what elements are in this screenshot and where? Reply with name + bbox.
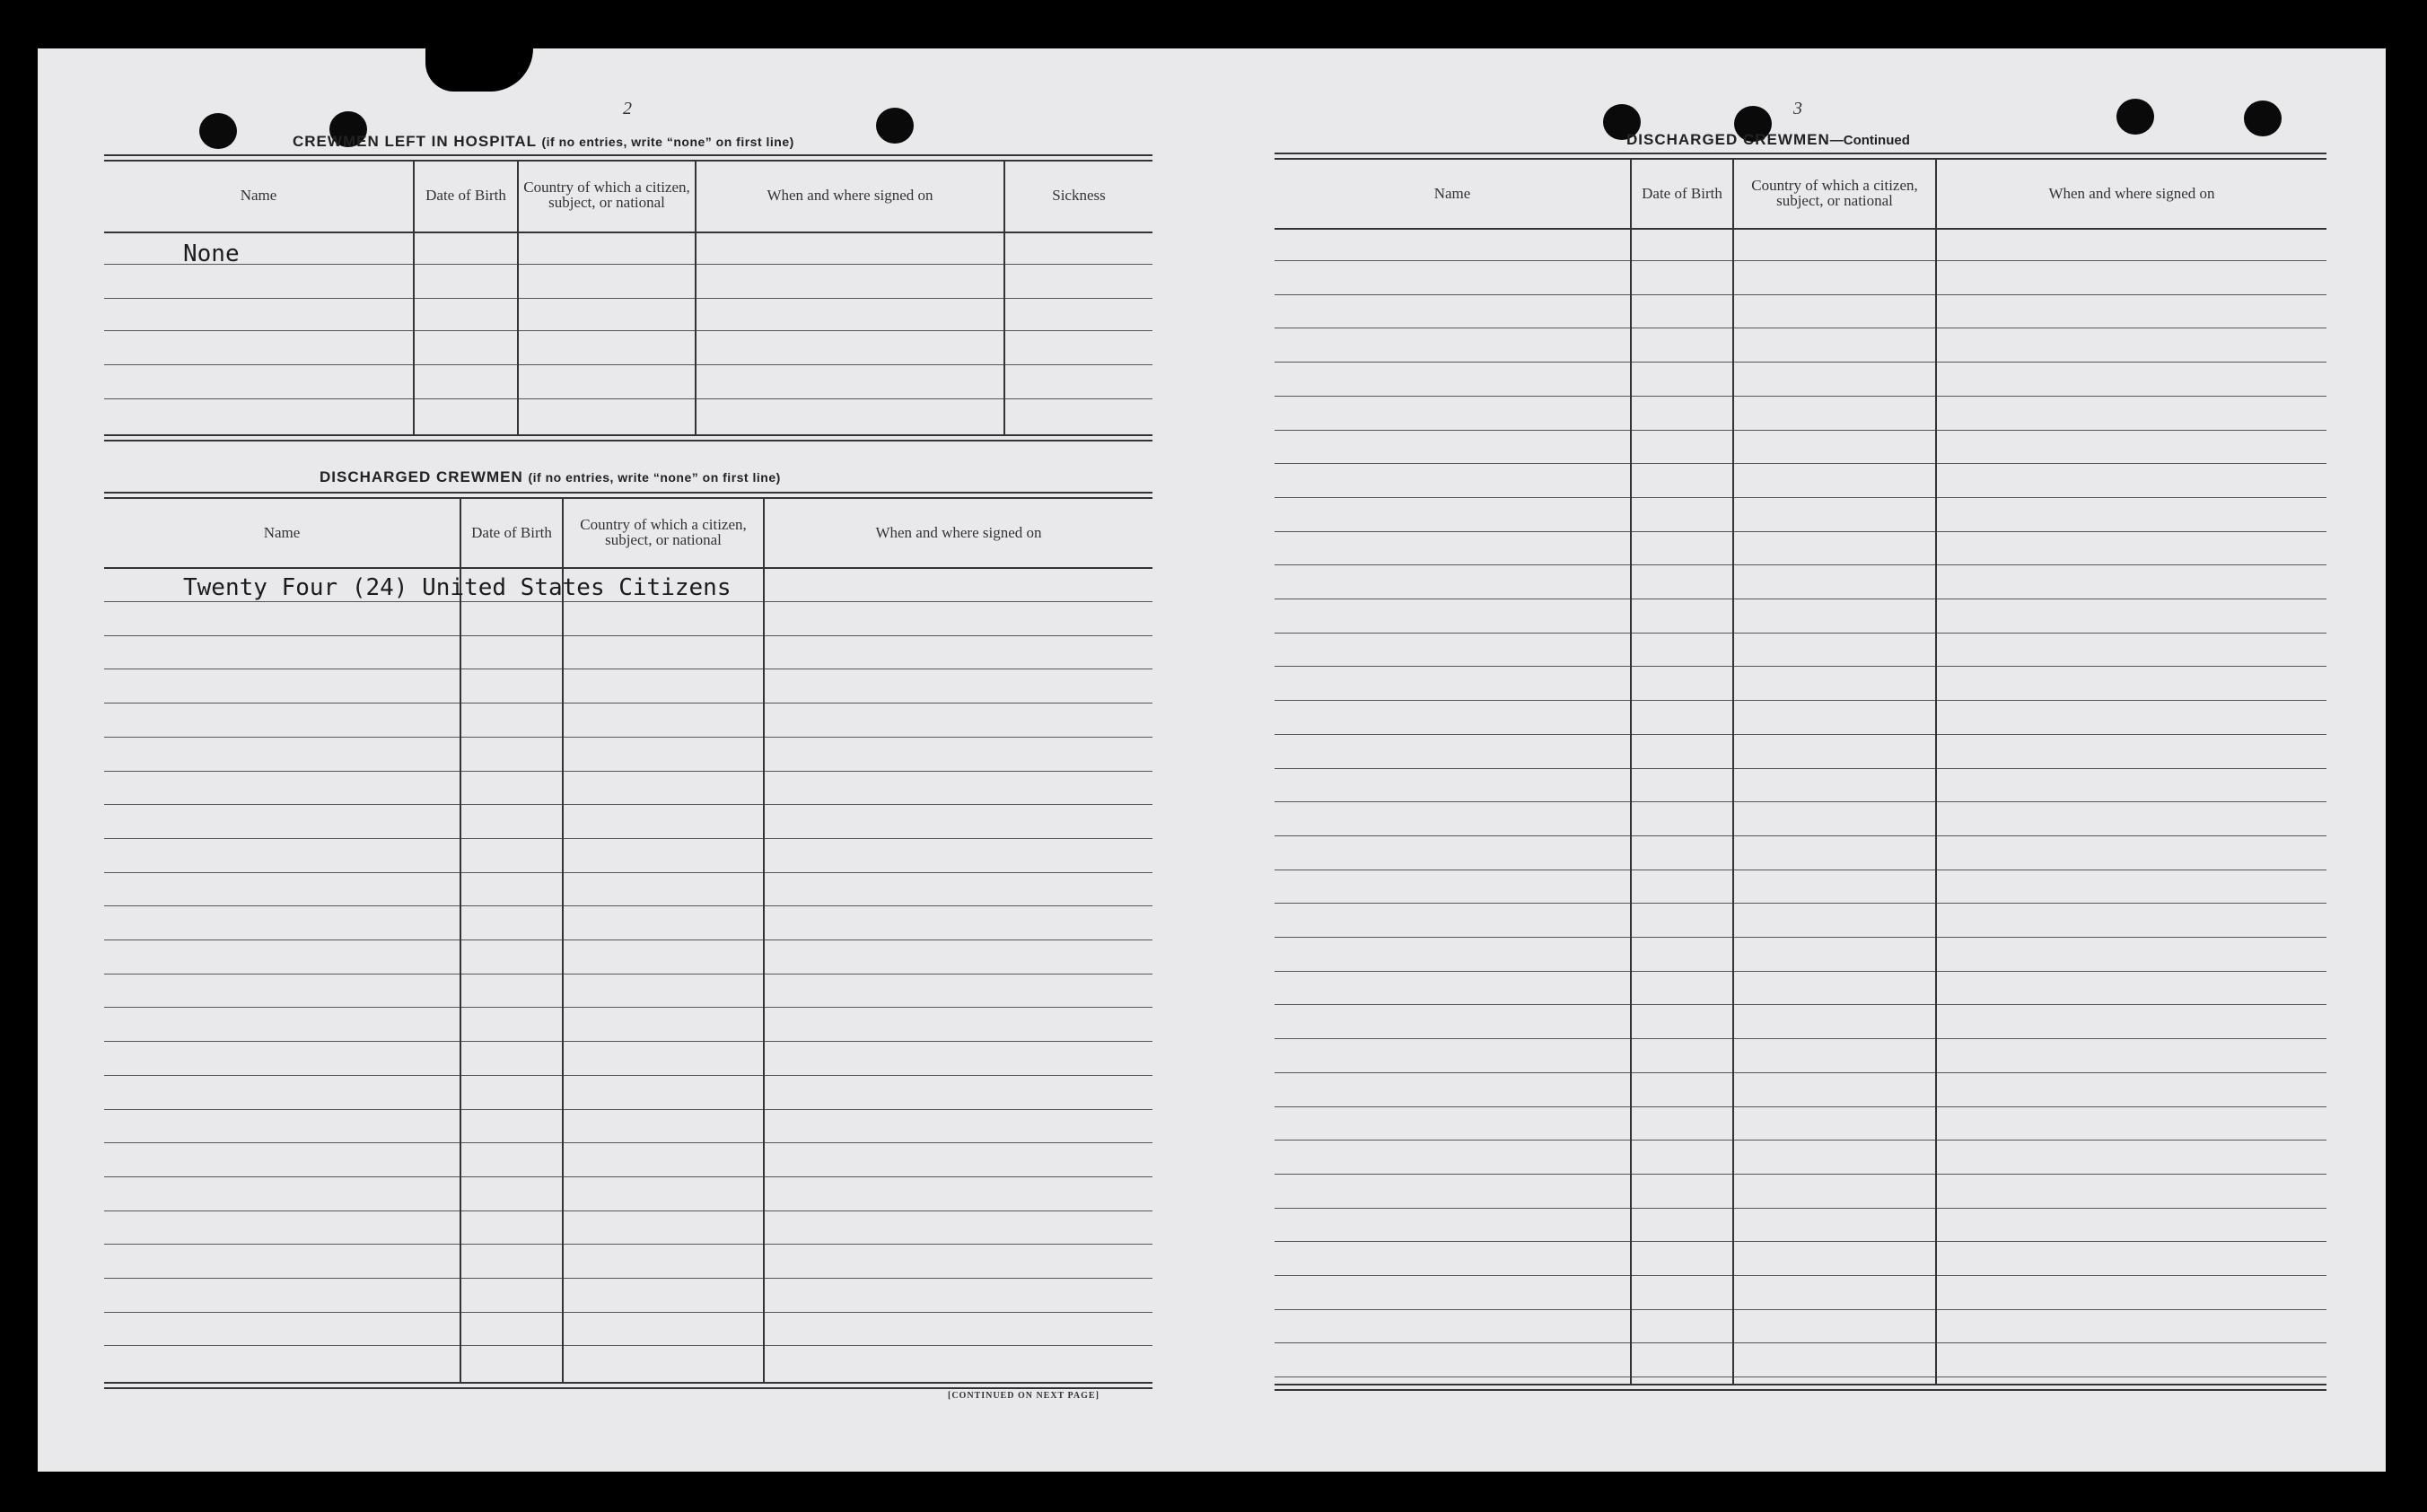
ruled-line bbox=[104, 1312, 1152, 1313]
column-header-signed-on: When and where signed on bbox=[767, 186, 933, 204]
ruled-line bbox=[104, 703, 1152, 704]
ruled-line bbox=[104, 1041, 1152, 1042]
hospital-entry: None bbox=[183, 240, 240, 267]
column-header-name: Name bbox=[1433, 184, 1471, 202]
ruled-line bbox=[1275, 1004, 2326, 1005]
torn-corner bbox=[425, 48, 533, 92]
ruled-line bbox=[104, 1345, 1152, 1346]
ruled-line bbox=[104, 1278, 1152, 1279]
column-header-country: Country of which a citizen, subject, or national bbox=[1751, 177, 1918, 209]
ruled-line bbox=[1275, 1309, 2326, 1310]
punch-hole bbox=[199, 113, 237, 149]
discharged-table-title: DISCHARGED CREWMEN (if no entries, write “none” on first line) bbox=[320, 468, 781, 485]
ruled-line bbox=[1275, 1342, 2326, 1343]
discharged-table bbox=[104, 492, 1152, 1389]
page-number-left: 2 bbox=[623, 99, 632, 118]
ruled-line bbox=[1275, 1106, 2326, 1107]
ruled-line bbox=[1275, 1241, 2326, 1242]
ruled-line bbox=[104, 1210, 1152, 1211]
ruled-line bbox=[1275, 734, 2326, 735]
ruled-line bbox=[1275, 1038, 2326, 1039]
ruled-line bbox=[104, 1109, 1152, 1110]
ruled-line bbox=[104, 1075, 1152, 1076]
ruled-line bbox=[104, 1142, 1152, 1143]
ruled-line bbox=[1275, 633, 2326, 634]
ruled-line bbox=[1275, 971, 2326, 972]
ruled-line bbox=[104, 771, 1152, 772]
punch-hole bbox=[2116, 99, 2154, 135]
ruled-line bbox=[104, 1007, 1152, 1008]
ruled-line bbox=[104, 737, 1152, 738]
punch-hole bbox=[2244, 101, 2282, 136]
discharged-continued-title: DISCHARGED CREWMEN—Continued bbox=[1626, 131, 1910, 148]
punch-hole bbox=[876, 108, 914, 144]
column-header-signed-on: When and where signed on bbox=[2048, 184, 2215, 202]
ruled-line bbox=[1275, 768, 2326, 769]
column-header-sickness: Sickness bbox=[1052, 186, 1106, 204]
ruled-line bbox=[104, 838, 1152, 839]
ruled-line bbox=[1275, 666, 2326, 667]
ruled-line bbox=[1275, 497, 2326, 498]
ruled-line bbox=[1275, 531, 2326, 532]
column-header-name: Name bbox=[263, 523, 301, 541]
column-header-date-of-birth: Date of Birth bbox=[1642, 184, 1722, 202]
ruled-line bbox=[1275, 700, 2326, 701]
ruled-line bbox=[1275, 1140, 2326, 1141]
column-header-country: Country of which a citizen, subject, or national bbox=[523, 179, 690, 211]
ruled-line bbox=[1275, 1072, 2326, 1073]
ruled-line bbox=[1275, 463, 2326, 464]
ruled-line bbox=[1275, 1208, 2326, 1209]
column-header-signed-on: When and where signed on bbox=[875, 523, 1042, 541]
column-header-date-of-birth: Date of Birth bbox=[425, 186, 506, 204]
ruled-line bbox=[1275, 362, 2326, 363]
page-number-right: 3 bbox=[1793, 99, 1802, 118]
column-header-name: Name bbox=[240, 186, 277, 204]
ruled-line bbox=[104, 1244, 1152, 1245]
ruled-line bbox=[104, 905, 1152, 906]
discharged-continued-table bbox=[1275, 153, 2326, 1391]
ruled-line bbox=[1275, 1275, 2326, 1276]
hospital-table bbox=[104, 154, 1152, 445]
ruled-line bbox=[104, 872, 1152, 873]
ruled-line bbox=[1275, 903, 2326, 904]
ruled-line bbox=[1275, 260, 2326, 261]
ruled-line bbox=[1275, 564, 2326, 565]
ruled-line bbox=[1275, 430, 2326, 431]
ruled-line bbox=[1275, 294, 2326, 295]
column-header-date-of-birth: Date of Birth bbox=[471, 523, 552, 541]
hospital-table-title: CREWMEN LEFT IN HOSPITAL (if no entries, write “none” on first line) bbox=[293, 133, 794, 150]
ruled-line bbox=[1275, 801, 2326, 802]
ruled-line bbox=[104, 1176, 1152, 1177]
ruled-line bbox=[1275, 937, 2326, 938]
ruled-line bbox=[104, 601, 1152, 602]
ruled-line bbox=[1275, 1174, 2326, 1175]
continued-footer: [CONTINUED ON NEXT PAGE] bbox=[948, 1391, 1100, 1401]
ruled-line bbox=[104, 804, 1152, 805]
ruled-line bbox=[1275, 835, 2326, 836]
column-header-country: Country of which a citizen, subject, or national bbox=[580, 516, 747, 548]
ruled-line bbox=[104, 635, 1152, 636]
ruled-line bbox=[1275, 396, 2326, 397]
discharged-entry: Twenty Four (24) United States Citizens bbox=[183, 574, 732, 601]
